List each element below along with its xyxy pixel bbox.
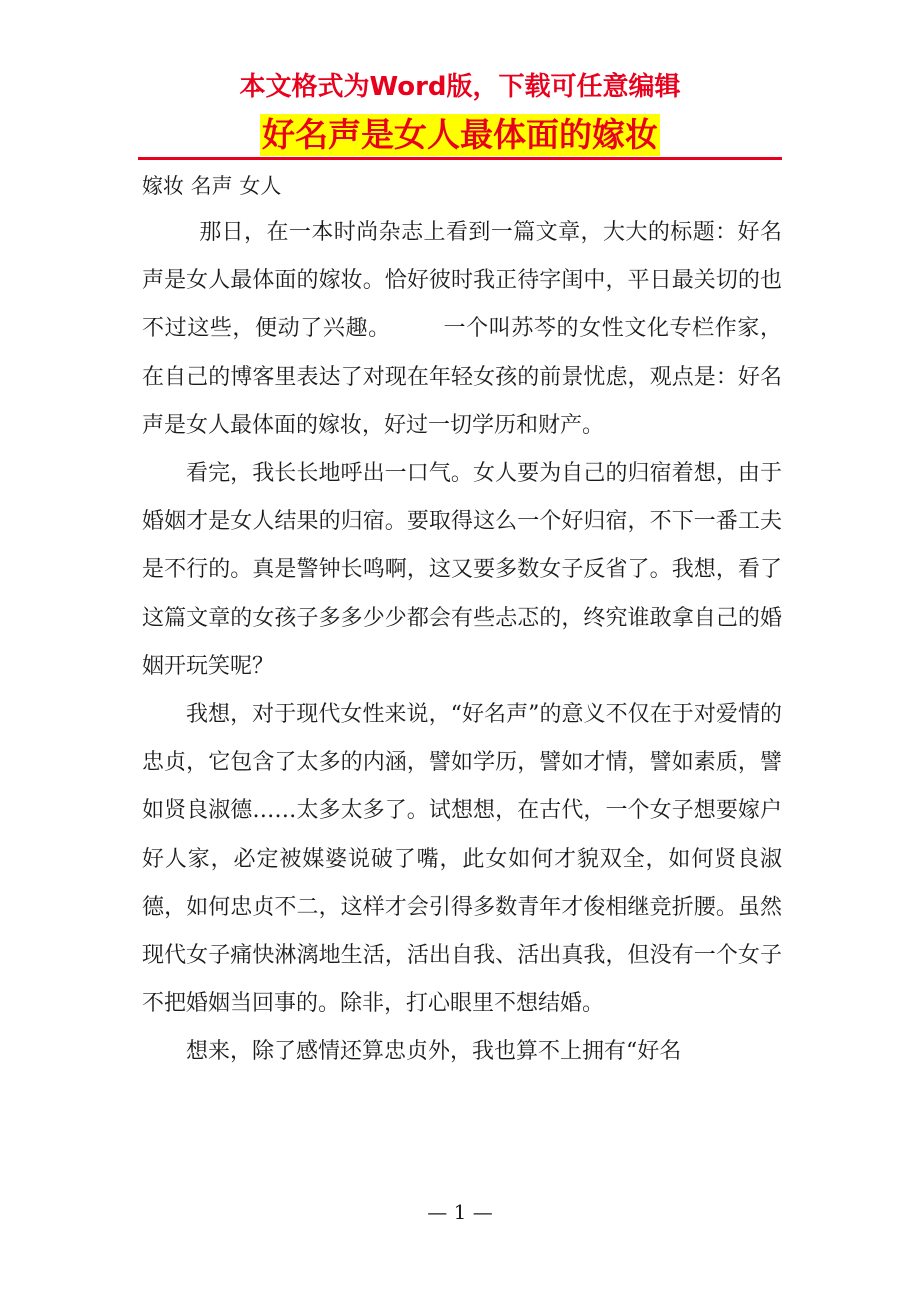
- title-container: [0, 114, 920, 156]
- paragraph: 看完，我长长地呼出一口气。女人要为自己的归宿着想，由于婚姻才是女人结果的归宿。要取得这么一个好归宿，不下一番工夫是不行的。真是警钟长鸣啊，这又要多数女子反省了。我想，看了这篇文章的女孩子多多少少都会有些忐忑的，终究谁敢拿自己的婚姻开玩笑呢？: [142, 461, 782, 679]
- document-title: 好名声是女人最体面的嫁妆: [262, 115, 658, 154]
- download-notice: 本文格式为Word版，下载可任意编辑: [239, 72, 681, 102]
- title-divider: [138, 157, 782, 160]
- paragraph: 那日，在一本时尚杂志上看到一篇文章，大大的标题：好名声是女人最体面的嫁妆。恰好彼时我正待字闺中，平日最关切的也不过这些，便动了兴趣。 一个叫苏芩的女性文化专栏作家，在自己的博客里表达了对现在年轻女孩的前景忧虑，观点是：好名声是女人最体面的嫁妆，好过一切学历和财产。: [142, 220, 782, 438]
- page-number: — 1 —: [427, 1200, 493, 1224]
- keywords-line: 嫁妆 名声 女人: [142, 174, 282, 198]
- paragraph: 我想，对于现代女性来说，“好名声”的意义不仅在于对爱情的忠贞，它包含了太多的内涵，譬如学历，譬如才情，譬如素质，譬如贤良淑德……太多太多了。试想想，在古代，一个女子想要嫁户好人家，必定被媒婆说破了嘴，此女如何才貌双全，如何贤良淑德，如何忠贞不二，这样才会引得多数青年才俊相继竞折腰。虽然现代女子痛快淋漓地生活，活出自我、活出真我，但没有一个女子不把婚姻当回事的。除非，打心眼里不想结婚。: [142, 702, 782, 1017]
- paragraph: 想来，除了感情还算忠贞外，我也算不上拥有“好名: [186, 1039, 682, 1065]
- document-body: [142, 163, 782, 1077]
